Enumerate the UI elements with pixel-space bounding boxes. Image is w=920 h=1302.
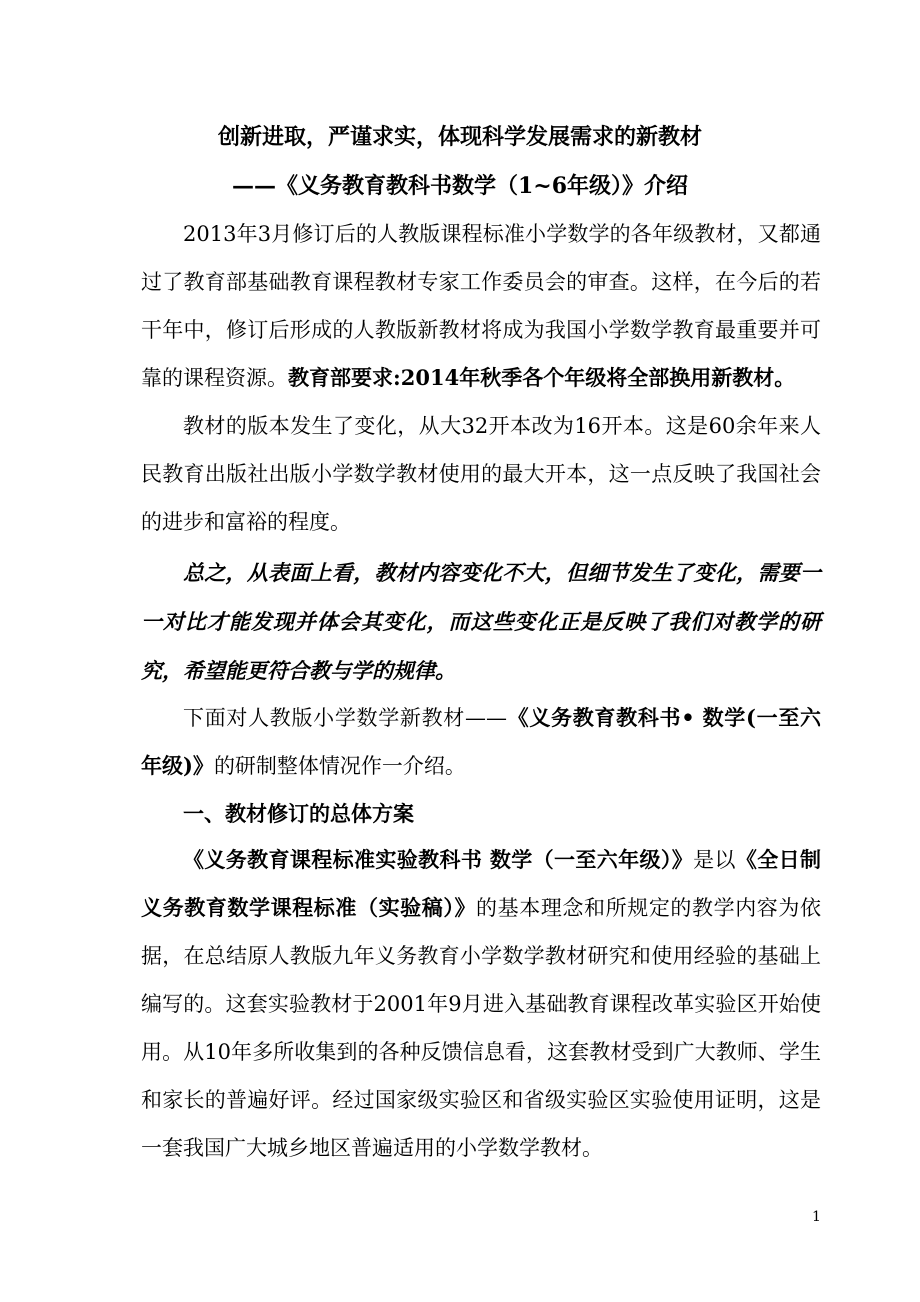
paragraph-text: 是以 [693,848,736,872]
page-number: 1 [812,1209,821,1225]
paragraph-overall-plan [141,836,821,1172]
paragraph-revision-intro [141,210,821,402]
textbook-title-text: 《义务教育课程标准实验教科书 数学（一至六年级）》 [183,847,694,872]
ministry-requirement-text: 教育部要求:2014年秋季各个年级将全部换用新教材。 [288,365,796,390]
paragraph-text: 教材的版本发生了变化，从大32开本改为16开本。这是60余年来人民教育出版社出版小学数学教材使用的最大开本，这一点反映了我国社会的进步和富裕的程度。 [141,414,821,534]
curriculum-standard-title-text: 《全日制义务教育数学课程标准（实验稿）》 [141,847,822,920]
document-subtitle: ——《义务教育教科书数学（1~6年级）》介绍 [231,173,689,199]
paragraph-text: 2013年3月修订后的人教版课程标准小学数学的各年级教材，又都通过了教育部基础教育课程教材专家工作委员会的审查。这样，在今后的若干年中，修订后形成的人教版新教材将成为我国小学数学教育最重要并可靠的课程资源。 [141,222,821,390]
paragraph-introduction [141,694,821,790]
paragraph-summary [141,548,821,695]
paragraph-text: 下面对人教版小学数学新教材—— [183,706,507,730]
paragraph-format-change [141,402,821,546]
section-heading: 一、教材修订的总体方案 [183,801,414,826]
paragraph-text: 的研制整体情况作一介绍。 [213,754,466,778]
document-title: 创新进取，严谨求实，体现科学发展需求的新教材 [217,124,702,150]
paragraph-text: 的基本理念和所规定的教学内容为依据，在总结原人教版九年义务教育小学数学教材研究和使用经验的基础上编写的。这套实验教材于2001年9月进入基础教育课程改革实验区开始使用。从10年多所收集到的各种反馈信息看，这套教材受到广大教师、学生和家长的普遍好评。经过国家级实验区和省级实验区实验使用证明，这是一套我国广大城乡地区普遍适用的小学数学教材。 [141,896,821,1160]
paragraph-text: 总之，从表面上看，教材内容变化不大，但细节发生了变化，需要一一对比才能发现并体会其变化，而这些变化正是反映了我们对教学的研究，希望能更符合教与学的规律。 [141,560,821,683]
textbook-title-text: 《义务教育教科书• 数学(一至六年级)》 [141,705,822,778]
